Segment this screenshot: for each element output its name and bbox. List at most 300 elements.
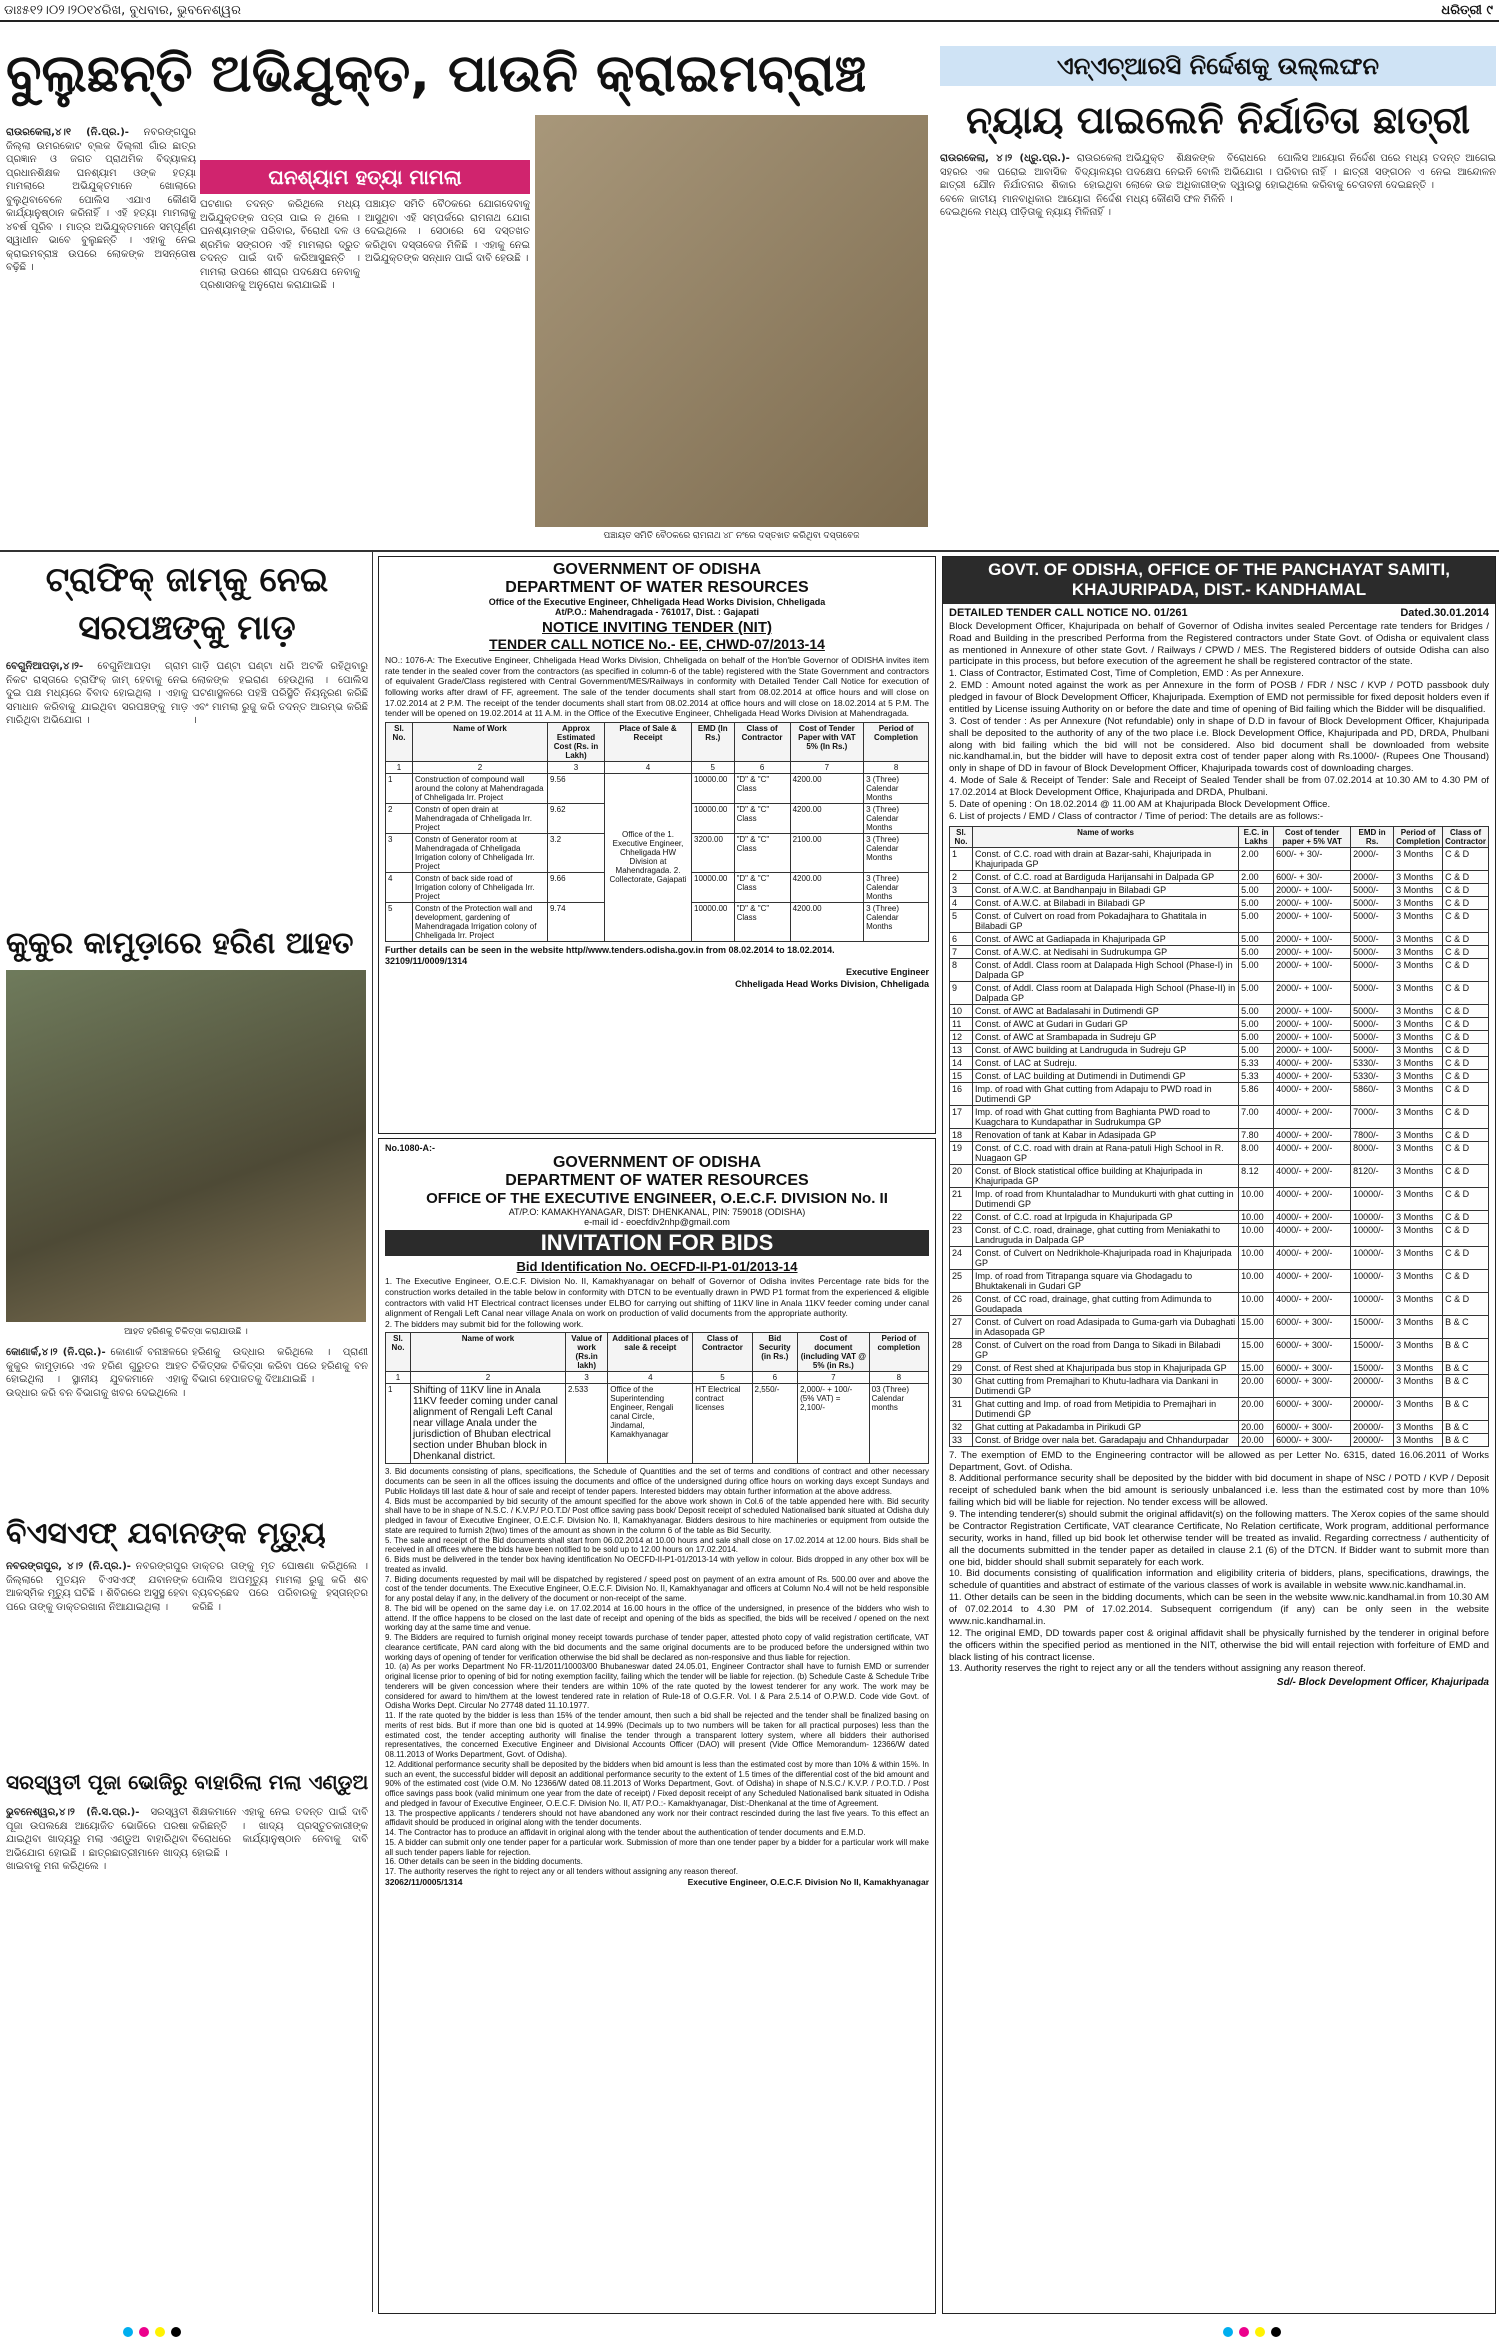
ad3-cell: Const. of A.W.C. at Nedisahi in Sudrukumpa GP xyxy=(973,945,1239,958)
ad3-cell: C & D xyxy=(1443,1043,1489,1056)
ad1-table xyxy=(385,722,929,942)
ad2-code: 32062/11/0005/1314 xyxy=(385,1876,463,1887)
story5-col2: ଡାକ୍ତର ତାଙ୍କୁ ମୃତ ଘୋଷଣା କରିଥିଲେ । ପୋଲିସ ଅପମୃତ୍ୟୁ ମାମଲା ରୁଜୁ କରି ଶବ ବ୍ୟବଚ୍ଛେଦ ପରେ ପରିବାରକୁ ହସ୍ତାନ୍ତର କରିଛି । xyxy=(192,1561,368,1613)
ad3-tail-item: 10. Bid documents consisting of qualification information and eligibility criteria of bidders, plans, specifications, drawings, the schedule of quantities and abstract of estimate of the various classes of work is available in website www.nic.kandhamal.in. xyxy=(949,1568,1489,1592)
ad2-term: 9. The Bidders are required to furnish original money receipt towards purchase of tender paper, attested photo copy of valid registration certificate, VAT clearance certificate, PAN card along with the bid documents and the same original documents are to be produced before the undersigned within two working days of opening of tender for verification otherwise the bid shall be declared as non-responsive and thus liable for rejection. xyxy=(385,1633,929,1662)
ad3-cell: Const. of C.C. road with drain at Bazar-sahi, Khajuripada in Khajuripada GP xyxy=(973,847,1239,870)
ad3-th: Class of Contractor xyxy=(1443,826,1489,847)
ad3-cell: 16 xyxy=(950,1082,973,1105)
ad1-cell: 3 (Three) Calendar Months xyxy=(864,872,929,902)
ad3-cell: 3 Months xyxy=(1394,945,1443,958)
ad3-cell: C & D xyxy=(1443,1082,1489,1105)
ad1-cell: 4200.00 xyxy=(790,803,864,833)
ad3-cell: C & D xyxy=(1443,1030,1489,1043)
ad3-cell: 7800/- xyxy=(1351,1128,1394,1141)
ad3-cell: 5.33 xyxy=(1239,1069,1274,1082)
ad2-term: 16. Other details can be seen in the bidding documents. xyxy=(385,1857,583,1867)
story3-col1 xyxy=(6,660,188,918)
table-row xyxy=(950,1361,1489,1374)
ad3-cell: 6000/- + 300/- xyxy=(1274,1338,1351,1361)
ad3-cell: 5.00 xyxy=(1239,909,1274,932)
ad3-cell: 11 xyxy=(950,1017,973,1030)
ad3-cell: C & D xyxy=(1443,1004,1489,1017)
ad3-cell: 5330/- xyxy=(1351,1069,1394,1082)
ad3-cell: 3 Months xyxy=(1394,896,1443,909)
ad2-signline xyxy=(385,1877,929,1888)
ad1-cell: 2100.00 xyxy=(790,833,864,872)
ad3-cell: 2000/- + 100/- xyxy=(1274,1004,1351,1017)
ad3-point: 4. Mode of Sale & Receipt of Tender: Sale and Receipt of Sealed Tender shall be from 07.02.2014 at 10.30 AM to 4.30 PM of 17.02.2014 at Block Development Office, Khajuripada and DRDA, Phulbani. xyxy=(949,775,1489,799)
story6-col1 xyxy=(6,1806,188,2314)
ad3-cell: 5.00 xyxy=(1239,1043,1274,1056)
ad3-cell: 15000/- xyxy=(1351,1315,1394,1338)
ad3-cell: 5.00 xyxy=(1239,945,1274,958)
ad2-th: Period of completion xyxy=(869,1333,928,1372)
ad3-tail-item: 13. Authority reserves the right to reject any or all the tenders without assigning any reason thereof. xyxy=(949,1663,1366,1675)
ad1-h4: At/P.O.: Mahendragada - 761017, Dist. : Gajapati xyxy=(555,607,759,617)
ad1-cell: 3.2 xyxy=(548,833,605,872)
ad1-cell: 3 (Three) Calendar Months xyxy=(864,773,929,803)
story4-col1 xyxy=(6,1346,188,1510)
story6-dateline: ଭୁବନେଶ୍ୱର,୪।୨ (ନି.ସ.ପ୍ର.)- xyxy=(6,1807,140,1818)
ad3-cell: 10000/- xyxy=(1351,1210,1394,1223)
ad3-cell: 5000/- xyxy=(1351,909,1394,932)
ad2-term: 5. The sale and receipt of the Bid documents shall start from 06.02.2014 at 10.00 hours and sale shall close on 17.02.2014 at 12.00 hours. Bids shall be received in all offices where the bids have been notified to be sold up to 12.00 hours on 17.02.2014. xyxy=(385,1535,929,1555)
story1-photo xyxy=(535,115,928,527)
ad3-cell: 17 xyxy=(950,1105,973,1128)
table-row xyxy=(950,1056,1489,1069)
ad3-cell: Const. of Culvert on road Adasipada to Guma-garh via Dubaghati in Adasopada GP xyxy=(973,1315,1239,1338)
ad3-cell: 10000/- xyxy=(1351,1246,1394,1269)
top-divider xyxy=(0,550,1499,552)
ad3-th: Cost of tender paper + 5% VAT xyxy=(1274,826,1351,847)
ad1-th: EMD (In Rs.) xyxy=(692,722,735,761)
ad2-th: Class of Contractor xyxy=(693,1333,752,1372)
ad3-cell: 20.00 xyxy=(1239,1433,1274,1446)
ad2-term: 10. (a) As per works Department No FR-11/2011/10003/00 Bhubaneswar dated 24.05.01, Engineer Contractor shall have to furnish EMD or surrender original license prior to opening of bid for noting exemption facility, failing which the tender will be liable for rejection. (b) Schedule Caste & Schedule Tribe tenderers will be given concession where their tenders are within 10% of the rate quoted by the lowest tenderer for any work. The work may be considered for award to him/them at the lowest tendered rate in relation of Rule-18 of O.G.F.R. Vol. I & Para 2.5.14 of O.P.W.D. Code vide Govt. of Odisha Works Dept. Circular No 27748 dated 11.10.1977. xyxy=(385,1662,929,1711)
table-row xyxy=(950,909,1489,932)
ad3-sign: Sd/- Block Development Officer, Khajuripada xyxy=(1276,1677,1489,1689)
ad3-cell: Imp. of road from Titrapanga square via Ghodagadu to Bhuktakenali in Gudari GP xyxy=(973,1269,1239,1292)
ad2-cell: HT Electrical contract licenses xyxy=(693,1384,752,1464)
ad3-cell: 7.00 xyxy=(1239,1105,1274,1128)
ad1-h5: NOTICE INVITING TENDER (NIT) xyxy=(542,619,772,636)
ad1-cell: Constn of the Protection wall and development, gardening of Mahendragada Irrigation colony of Chheligada Irr. Project xyxy=(413,902,548,941)
ad3-cell: 5000/- xyxy=(1351,1017,1394,1030)
ad3-cell: 9 xyxy=(950,981,973,1004)
story2-band: ଏନ୍‌ଏଚ୍‌ଆରସି ନିର୍ଦ୍ଦେଶକୁ ଉଲ୍ଲଙ୍ଘନ xyxy=(940,46,1496,86)
ad3-cell: 20000/- xyxy=(1351,1374,1394,1397)
ad2-p1: 1. The Executive Engineer, O.E.C.F. Division No. II, Kamakhyanagar on behalf of Governor of Odisha invites Percentage rate bids for the construction works detailed in the table below in conformity with DTCN to be eventually drawn in PWD P1 format from the experienced & eligible contractors with valid HT Electrical contract licenses under ELBO for carrying out shifting of 11KV line in Anala 11KV feeder coming under canal alignment of Rengali Left Canal near village Anala on work on production of valid documents from the appropriate authority. xyxy=(385,1276,929,1319)
ad3-tail-item: 11. Other details can be seen in the bidding documents, which can be seen in the website www.nic.kandhamal.in from 10.30 AM of 07.02.2014 to 4.30 PM of 17.02.2014. Subsequent corrigendum (if any) can be only seen in the website www.nic.kandhamal.in. xyxy=(949,1592,1489,1627)
ad3-cell: Const. of AWC at Gudari in Gudari GP xyxy=(973,1017,1239,1030)
ad3-cell: B & C xyxy=(1443,1338,1489,1361)
ad3-cell: 15.00 xyxy=(1239,1338,1274,1361)
ad3-cell: 5.00 xyxy=(1239,883,1274,896)
ad1-cell: Constn of open drain at Mahendragada of Chheligada Irr. Project xyxy=(413,803,548,833)
ad2-cell: 03 (Three) Calendar months xyxy=(869,1384,928,1464)
ad3-cell: 5.00 xyxy=(1239,1004,1274,1017)
ad3-cell: 3 Months xyxy=(1394,1164,1443,1187)
story3-dateline: ବେଗୁନିଆପଡ଼ା,୪।୨- xyxy=(6,661,84,672)
ad3-cell: 2000/- + 100/- xyxy=(1274,883,1351,896)
ad1-cell: "D" & "C" Class xyxy=(734,773,790,803)
ad3-th: Name of works xyxy=(973,826,1239,847)
ad1-code: 32109/11/0009/1314 xyxy=(385,956,468,966)
ad3-cell: Const. of Culvert on the road from Danga to Sikadi in Bilabadi GP xyxy=(973,1338,1239,1361)
story3-text: ବେଗୁନିଆପଡ଼ା ଗ୍ରାମ ନିକଟ ରାସ୍ତାରେ ଟ୍ରାଫିକ୍ ଜାମ୍ ହେବାକୁ ନେଇ ଦୁଇ ପକ୍ଷ ମଧ୍ୟରେ ବିବାଦ ହୋଇଥିଲା । ଏହାକୁ ସମାଧାନ କରିବାକୁ ଯାଇଥିବା ସରପଞ୍ଚଙ୍କୁ ମାଡ଼ ମାରିଥିବା ଅଭିଯୋଗ । xyxy=(6,661,188,726)
ad3-cell: 33 xyxy=(950,1433,973,1446)
ad3-cell: 20000/- xyxy=(1351,1433,1394,1446)
ad1-cell: 3 (Three) Calendar Months xyxy=(864,803,929,833)
story1-headline: ବୁଲୁଛନ୍ତି ଅଭିଯୁକ୍ତ, ପାଉନି କ୍ରାଇମବ୍ରାଞ୍ଚ xyxy=(6,44,867,104)
ad3-cell: Const. of Block statistical office building at Khajuripada in Khajuripada GP xyxy=(973,1164,1239,1187)
ad1-cell: 4200.00 xyxy=(790,902,864,941)
ad3-cell: 3 Months xyxy=(1394,1030,1443,1043)
ad2-colnum: 8 xyxy=(869,1372,928,1384)
ad2-table xyxy=(385,1332,929,1464)
ad1-cell: 10000.00 xyxy=(692,872,735,902)
ad3-th: Sl. No. xyxy=(950,826,973,847)
story1-col1 xyxy=(6,126,196,546)
ad1-cell: 4200.00 xyxy=(790,773,864,803)
ad3-cell: 5000/- xyxy=(1351,945,1394,958)
ad2-sign: Executive Engineer, O.E.C.F. Division No II, Kamakhyanagar xyxy=(687,1876,929,1887)
story6-headline: ସରସ୍ୱତୀ ପୂଜା ଭୋଜିରୁ ବାହାରିଲା ମଲା ଏଣ୍ଡୁଅ xyxy=(6,1770,368,1794)
ad3-cell: 2000/- + 100/- xyxy=(1274,1030,1351,1043)
ad3-intro: Block Development Officer, Khajuripada on behalf of Governor of Odisha invites sealed Percentage rate tenders for Bridges / Road and Building in the prescribed Performa from the Registered contractors under State Govt. of Odisha or equivalent class as mentioned in Annexure of other state Govt. / Railways / CPWD / MES. The Registered bidders of outside Odisha can also participate in this process, but before execution of the agreement he shall be registered contractor of the state. xyxy=(949,620,1489,668)
ad3-cell: 3 Months xyxy=(1394,1269,1443,1292)
masthead-date: ଡାଃ୫୧୨।୦୨।୨୦୧୪ରିଖ, ବୁଧବାର, ଭୁବନେଶ୍ୱର xyxy=(4,3,241,18)
ad1-cell: "D" & "C" Class xyxy=(734,803,790,833)
ad3-dated: Dated.30.01.2014 xyxy=(1400,606,1489,619)
ad2-colnum: 5 xyxy=(693,1372,752,1384)
table-row xyxy=(950,1433,1489,1446)
ad3-cell: 6000/- + 300/- xyxy=(1274,1315,1351,1338)
ad3-cell: 600/- + 30/- xyxy=(1274,847,1351,870)
ad3-cell: 600/- + 30/- xyxy=(1274,870,1351,883)
ad1-colnum: 5 xyxy=(692,761,735,773)
ad3-cell: 3 Months xyxy=(1394,909,1443,932)
ad3-cell: C & D xyxy=(1443,945,1489,958)
ad1-cell: 9.66 xyxy=(548,872,605,902)
ad1-th: Place of Sale & Receipt xyxy=(605,722,692,761)
ad1-cell: 9.74 xyxy=(548,902,605,941)
ad3-cell: C & D xyxy=(1443,958,1489,981)
ad1-th: Name of Work xyxy=(413,722,548,761)
ad3-cell: 6000/- + 300/- xyxy=(1274,1361,1351,1374)
ad1-cell: "D" & "C" Class xyxy=(734,833,790,872)
ad3-cell: 3 Months xyxy=(1394,1338,1443,1361)
ad3-cell: Imp. of road with Ghat cutting from Adapaju to PWD road in Dutimendi GP xyxy=(973,1082,1239,1105)
ad3-cell: 5860/- xyxy=(1351,1082,1394,1105)
ad3-cell: 4000/- + 200/- xyxy=(1274,1105,1351,1128)
ad2-term: 17. The authority reserves the right to reject any or all tenders without assigning any reason thereof. xyxy=(385,1867,738,1877)
ad3-cell: Const. of Bridge over nala bet. Garadapaju and Chhandurpadar xyxy=(973,1433,1239,1446)
ad3-cell: 6000/- + 300/- xyxy=(1274,1374,1351,1397)
ad3-cell: C & D xyxy=(1443,847,1489,870)
ad3-cell: 4000/- + 200/- xyxy=(1274,1056,1351,1069)
ad2-colnum: 4 xyxy=(608,1372,693,1384)
table-row xyxy=(950,870,1489,883)
story4-col2: ହରିଣକୁ ଉଦ୍ଧାର କରିଥିଲେ । ପ୍ରାଣୀ ଚିକିତ୍ସକ ଚିକିତ୍ସା କରିବା ପରେ ହରିଣକୁ ବନ ବିଭାଗ ହେପାଜତକୁ ଦିଆଯାଇଛି । xyxy=(192,1347,368,1385)
ad3-cell: 15.00 xyxy=(1239,1315,1274,1338)
ad3-cell: 3 Months xyxy=(1394,1292,1443,1315)
ad3-cell: 5000/- xyxy=(1351,1004,1394,1017)
ad3-cell: 3 Months xyxy=(1394,1420,1443,1433)
ad3-cell: 10000/- xyxy=(1351,1292,1394,1315)
ad3-cell: 3 Months xyxy=(1394,883,1443,896)
ad3-cell: 5.00 xyxy=(1239,958,1274,981)
story1-photo-caption: ପଞ୍ଚାୟତ ସମିତି ବୈଠକରେ ରାମନାଥ ୪୮ ନଂରେ ଦସ୍ତଖତ କରିଥିବା ଦସ୍ତାବେଜ xyxy=(603,530,860,540)
table-row xyxy=(386,1384,929,1464)
ad1-colnum: 1 xyxy=(386,761,413,773)
ad1-th: Cost of Tender Paper with VAT 5% (In Rs.) xyxy=(790,722,864,761)
ad3-cell: 4000/- + 200/- xyxy=(1274,1187,1351,1210)
story1-text: ନବରଙ୍ଗପୁର ଜିଲ୍ଲା ଉମରକୋଟ ବ୍ଲକ ଦିଲ୍ଲୀ ଗାଁର ଛାତ୍ର ପ୍ରଜ୍ଞାନ ଓ ଜଗତ ପ୍ରାଥମିକ ବିଦ୍ୟାଳୟ ପ୍ରଧାନଶିକ୍ଷକ ଘନଶ୍ୟାମ ଓଙ୍କ ହତ୍ୟା ମାମଲାରେ ଅଭିଯୁକ୍ତମାନେ ଖୋଲାରେ ବୁଲୁଥିବାବେଳେ ପୋଲିସ ଏଯାଏ କୌଣସି କାର୍ଯ୍ୟାନୁଷ୍ଠାନ କରିନାହିଁ । ଏହି ହତ୍ୟା ମାମଲାକୁ ୪ବର୍ଷ ପୂରିବ । ମାତ୍ର ଅଭିଯୁକ୍ତମାନେ ସମ୍ପୂର୍ଣ୍ଣ ସ୍ୱାଧୀନ ଭାବେ ବୁଲୁଛନ୍ତି । ଏହାକୁ ନେଇ କ୍ରାଇମବ୍ରାଞ୍ଚ ଉପରେ ଲୋକଙ୍କ ଅସନ୍ତୋଷ ବଢ଼ିଛି । xyxy=(6,127,196,273)
ad1-sign1: Executive Engineer xyxy=(845,967,929,978)
table-row xyxy=(950,1292,1489,1315)
ad3-cell: C & D xyxy=(1443,1069,1489,1082)
ad2-term: 11. If the rate quoted by the bidder is less than 15% of the tender amount, then such a bid shall be rejected and the tender shall be finalized basing on merits of rest bids. But if more than one bid is quoted at 14.99% (Decimals up to two numbers will be taken for all practical purposes) less than the estimated cost, the tender accepting authority will finalise the tender through a transparent lottery system, where all bidders their authorised representatives, the concerned Executive Engineer and Divisional Accounts Officer (DAO) will present (Vide Office Memorandum- 12366/W dated 08.11.2013 of Works Department, Govt. of Odisha). xyxy=(385,1711,929,1760)
ad1-cell: 5 xyxy=(386,902,413,941)
ad3-cell: 21 xyxy=(950,1187,973,1210)
ad2-term: 3. Bid documents consisting of plans, specifications, the Schedule of Quantities and the set of terms and conditions of contract and other necessary documents can be seen in all the offices issuing the documents and office of the undersigned during office hours on working days except Sundays and Public Holidays till last date & hour of sale and receipt of tender papers. Interested bidders may obtain further information at the above address. xyxy=(385,1467,929,1496)
ad3-cell: 3 Months xyxy=(1394,847,1443,870)
ad1-cell: 10000.00 xyxy=(692,803,735,833)
ad1-cell: 3 (Three) Calendar Months xyxy=(864,833,929,872)
ad2-term: 7. Biding documents requested by mail will be dispatched by registered / speed post on payment of an extra amount of Rs. 500.00 over and above the cost of the tender documents. The Executive Engineer, O.E.C.F. Division No. II, Kamakhyanagar and officers at Column No.4 will not be held responsible for any postal delay if any, in the delivery of the document or non-receipt of the same. xyxy=(385,1574,929,1604)
ad3-cell: Const. of AWC at Srambapada in Sudreju GP xyxy=(973,1030,1239,1043)
table-row xyxy=(950,1246,1489,1269)
ad3-cell: 14 xyxy=(950,1056,973,1069)
ad3-cell: 5000/- xyxy=(1351,932,1394,945)
table-row xyxy=(950,896,1489,909)
ad3-cell: 4 xyxy=(950,896,973,909)
ad1-cell: 9.62 xyxy=(548,803,605,833)
ad3-cell: 5.00 xyxy=(1239,896,1274,909)
ad3-cell: 4000/- + 200/- xyxy=(1274,1128,1351,1141)
ad1-footer: Further details can be seen in the website http//www.tenders.odisha.gov.in from 08.02.2014 to 18.02.2014. xyxy=(385,944,835,955)
ad1-cell: "D" & "C" Class xyxy=(734,872,790,902)
ad1-cell: 3200.00 xyxy=(692,833,735,872)
ad3-cell: C & D xyxy=(1443,1056,1489,1069)
ad3-point: 2. EMD : Amount noted against the work as per Annexure in the form of POSB / FDR / NSC / KVP / POTD passbook duly pledged in favour of Block Development Officer, Khajuripada. Exemption of EMD not permissible for fixed deposit holders even if entitled by License issuing Authority on or before the date and time of opening of Bid failing which the Bidder will be disqualified. xyxy=(949,680,1489,715)
table-row xyxy=(950,1128,1489,1141)
ad1-cell: Constn of Generator room at Mahendragada of Chheligada Irrigation colony of Chheligada Irr. Project xyxy=(413,833,548,872)
table-row xyxy=(950,1397,1489,1420)
ad3-cell: Const. of Addl. Class room at Dalapada High School (Phase-I) in Dalpada GP xyxy=(973,958,1239,981)
ad3-cell: 3 Months xyxy=(1394,1017,1443,1030)
story2-col2: ଅଭିଯୁକ୍ତ ଶିକ୍ଷକଙ୍କ ବିରୋଧରେ ପୋଲିସ ପଦକ୍ଷେପ ନେଇନି ବୋଲି ଅଭିଯୋଗ । ପରିବାର ଲୋକେ ଉଚ୍ଚ ଅଧିକାରୀଙ୍କ ଦ୍ୱାରସ୍ଥ ହୋଇଥିଲେ ମଧ୍ୟ କୌଣସି ଫଳ ମିଳିନି । xyxy=(1126,153,1308,205)
ad3-point: 3. Cost of tender : As per Annexure (Not refundable) only in shape of D.D in favour of Block Development Officer, Khajuripada shall be deposited to the authority of any of the two place i.e. Block Development Office, Khajuripada and PD, DRDA, Phulbani along with bid failing which the bid will not be considered. Also bid document shall be downloaded from website nic.kandhamal.in, but the bidder will have to deposit extra cost of tender paper along with Rs.1000/- (Rupees One Thousand) only in shape of DD in favour of Block Development Officer, Khajuripada towards cost of downloading charges. xyxy=(949,715,1489,775)
ad3-cell: 4000/- + 200/- xyxy=(1274,1223,1351,1246)
story1-subhead: ଘନଶ୍ୟାମ ହତ୍ୟା ମାମଲା xyxy=(200,160,530,194)
ad3-cell: 32 xyxy=(950,1420,973,1433)
ad1-cell: 3 (Three) Calendar Months xyxy=(864,902,929,941)
ad3-cell: 10.00 xyxy=(1239,1210,1274,1223)
ad3-cell: 30 xyxy=(950,1374,973,1397)
ad3-cell: C & D xyxy=(1443,1128,1489,1141)
story2-text: ରାଉରକେଲା ସହରର ଏକ ଘରୋଇ ଆବାସିକ ବିଦ୍ୟାଳୟର ଛାତ୍ରୀ ଯୌନ ନିର୍ଯାତନାର ଶିକାର ହୋଇଥିବା ବେଳେ ଜାତୀୟ ମାନବାଧିକାର ଆୟୋଗ ନିର୍ଦ୍ଦେଶ ଦେଇଥିଲେ ମଧ୍ୟ ପୀଡ଼ିତାକୁ ନ୍ୟାୟ ମିଳିନାହିଁ । xyxy=(940,153,1122,218)
ad3-cell: C & D xyxy=(1443,1246,1489,1269)
ad3-cell: 10.00 xyxy=(1239,1269,1274,1292)
ad1-colnum: 2 xyxy=(413,761,548,773)
ad2-cell: 2.533 xyxy=(566,1384,608,1464)
story5-col1 xyxy=(6,1560,188,1760)
story1-dateline: ରାଉରକେଲା,୪।୧ (ନି.ପ୍ର.)- xyxy=(6,127,129,138)
ad3-cell: 10.00 xyxy=(1239,1223,1274,1246)
ad3-cell: C & D xyxy=(1443,1187,1489,1210)
ad3-cell: 15000/- xyxy=(1351,1361,1394,1374)
ad3-cell: 7.80 xyxy=(1239,1128,1274,1141)
table-row xyxy=(950,1420,1489,1433)
ad3-cell: Const. of C.C. road at Irpiguda in Khajuripada GP xyxy=(973,1210,1239,1223)
story5-headline: ବିଏସଏଫ୍ ଯବାନଙ୍କ ମୃତ୍ୟୁ xyxy=(6,1516,326,1551)
ad1-colnum: 7 xyxy=(790,761,864,773)
ad2-term: 12. Additional performance security shall be deposited by the bidders when bid amount is less than the estimated cost by more than 10% & within 15%. In such an event, the successful bidder will deposit an additional performance security to the extent of 1.5 times of the differential cost of the bid amount and 90% of the estimated cost (vide O.M. No 12366/W dated 08.11.2013 of Works Department, Govt. of Odisha) in shape of N.S.C./ K.V.P. / P.O.T.D. / Post office savings pass book (valid minimum one year from the date of receipt) / Fixed deposit receipt of any Scheduled Nationalised bank situated in Odisha and pledged in favour of Executive Engineer, O.E.C.F. Division No. II, AT/ P.O.:- Kamakhyanagar, Dist:-Dhenkanal at the time of Agreement. xyxy=(385,1759,929,1808)
ad3-cell: 2000/- + 100/- xyxy=(1274,981,1351,1004)
ad3-cell: 25 xyxy=(950,1269,973,1292)
ad3-cell: 3 Months xyxy=(1394,1361,1443,1374)
table-row xyxy=(950,1315,1489,1338)
ad3-cell: 15000/- xyxy=(1351,1338,1394,1361)
ad3-cell: C & D xyxy=(1443,1292,1489,1315)
ad3-cell: 3 Months xyxy=(1394,1246,1443,1269)
ad2-term: 4. Bids must be accompanied by bid security of the amount specified for the above work shown in Col.6 of the table appended here with. Bid security shall have to be in shape of N.S.C. / K.V.P./ P.O.T.D/ Post office saving pass book/ Deposit receipt of scheduled Nationalised bank situated at Odisha duly pledged in favour of Executive Engineer, O.E.C.F. Division No. II, Kamakhyanagar. Bidders desirous to hire machineries or equipment from outside the state are required to furnish 2(two) times of the amount as shown in the column 6 of the table as Bid Security. xyxy=(385,1496,929,1535)
ad2-cell: 2,000/- + 100/- (5% VAT) = 2,100/- xyxy=(798,1384,870,1464)
ad3-cell: 5000/- xyxy=(1351,981,1394,1004)
ad3-cell: 3 Months xyxy=(1394,1043,1443,1056)
ad3-cell: 2000/- + 100/- xyxy=(1274,958,1351,981)
ad3-cell: 4000/- + 200/- xyxy=(1274,1141,1351,1164)
ad3-cell: Const. of Addl. Class room at Dalapada High School (Phase-II) in Dalpada GP xyxy=(973,981,1239,1004)
ad1-th: Class of Contractor xyxy=(734,722,790,761)
ad3-cell: 27 xyxy=(950,1315,973,1338)
ad3-tail-item: 7. The exemption of EMD to the Engineering contractor will be allowed as per Letter No. 6315, dated 16.06.2011 of Works Department, Govt. of Odisha. xyxy=(949,1449,1489,1473)
ad3-cell: 5000/- xyxy=(1351,958,1394,981)
ad3-th: EMD in Rs. xyxy=(1351,826,1394,847)
ad3-cell: 2000/- + 100/- xyxy=(1274,896,1351,909)
ad3-cell: Ghat cutting at Pakadamba in Pirikudi GP xyxy=(973,1420,1239,1433)
masthead xyxy=(0,0,1499,22)
ad2-term: 6. Bids must be delivered in the tender box having identification No OECFD-II-P1-01/2013-14 with yellow in colour. Bids dropped in any other box will be treated as invalid. xyxy=(385,1555,929,1574)
table-row xyxy=(950,1004,1489,1017)
ad1-tender-notice xyxy=(378,556,936,1134)
ad2-term: 14. The Contractor has to produce an affidavit in original along with the tender about the authentication of tender documents and E.M.D. xyxy=(385,1828,866,1838)
ad2-h2: DEPARTMENT OF WATER RESOURCES xyxy=(505,1172,809,1190)
ad2-colnum: 1 xyxy=(386,1372,411,1384)
ad3-cell: 3 Months xyxy=(1394,1128,1443,1141)
ad1-cell: 4 xyxy=(386,872,413,902)
ad3-cell: 3 Months xyxy=(1394,932,1443,945)
ad2-term: 13. The prospective applicants / tenderers should not have abandoned any work nor their contract rescinded during the last five years. To this effect an affidavit should be produced in original along with the tender documents. xyxy=(385,1808,929,1828)
ad3-cell: C & D xyxy=(1443,932,1489,945)
ad3-cell: 2000/- + 100/- xyxy=(1274,945,1351,958)
table-row xyxy=(950,1105,1489,1128)
ad3-cell: C & D xyxy=(1443,1017,1489,1030)
ad3-cell: 10000/- xyxy=(1351,1187,1394,1210)
ad3-cell: 10000/- xyxy=(1351,1269,1394,1292)
ad3-cell: 3 Months xyxy=(1394,1210,1443,1223)
ad3-cell: 3 xyxy=(950,883,973,896)
ad3-cell: C & D xyxy=(1443,1105,1489,1128)
ad1-cell: 3 xyxy=(386,833,413,872)
ad3-cell: 5.33 xyxy=(1239,1056,1274,1069)
ad3-cell: Imp. of road from Khuntaladhar to Mundukurti with ghat cutting in Dutimendi GP xyxy=(973,1187,1239,1210)
ad3-cell: 3 Months xyxy=(1394,958,1443,981)
ad3-cell: Const. of A.W.C. at Bandhanpaju in Bilabadi GP xyxy=(973,883,1239,896)
ad2-h5: e-mail id - eoecfdiv2nhp@gmail.com xyxy=(584,1217,730,1228)
ad3-cell: C & D xyxy=(1443,1210,1489,1223)
ad3-cell: 15.00 xyxy=(1239,1361,1274,1374)
ad2-cell: 1 xyxy=(386,1384,411,1464)
story6-text: ସରସ୍ୱତୀ ପୂଜା ଉପଲକ୍ଷେ ଆୟୋଜିତ ଭୋଜିରେ ପରଷା ଯାଇଥିବା ଖାଦ୍ୟରୁ ମଲା ଏଣ୍ଡୁଅ ବାହାରିଥିବା ଅଭିଯୋଗ ହୋଇଛି । ଛାତ୍ରଛାତ୍ରୀମାନେ ଖାଦ୍ୟ ଖାଇବାକୁ ମନା କରିଥିଲେ । xyxy=(6,1807,188,1872)
ad3-cell: 10 xyxy=(950,1004,973,1017)
story2-headline: ନ୍ୟାୟ ପାଇଲେନି ନିର୍ଯାତିତା ଛାତ୍ରୀ xyxy=(965,98,1470,142)
ad3-cell: 1 xyxy=(950,847,973,870)
ad3-cell: Const. of AWC building at Landruguda in Sudreju GP xyxy=(973,1043,1239,1056)
table-row xyxy=(950,1338,1489,1361)
ad2-th: Name of work xyxy=(411,1333,566,1372)
ad3-cell: B & C xyxy=(1443,1374,1489,1397)
ad3-cell: Const. of Rest shed at Khajuripada bus stop in Khajuripada GP xyxy=(973,1361,1239,1374)
ad3-cell: B & C xyxy=(1443,1397,1489,1420)
story2-dateline: ରାଉରକେଲା, ୪।୨ (ଧ୍ରୁ.ପ୍ର.)- xyxy=(940,153,1070,164)
ad3-cell: C & D xyxy=(1443,1269,1489,1292)
ad3-cell: C & D xyxy=(1443,909,1489,932)
ad3-cell: 5.86 xyxy=(1239,1082,1274,1105)
ad3-notice-line xyxy=(949,607,1489,619)
ad3-cell: 5.00 xyxy=(1239,981,1274,1004)
ad3-cell: 20.00 xyxy=(1239,1397,1274,1420)
ad3-cell: 20 xyxy=(950,1164,973,1187)
ad1-cell: Constn of back side road of Irrigation colony of Chheligada Irr. Project xyxy=(413,872,548,902)
ad3-cell: C & D xyxy=(1443,870,1489,883)
ad1-th: Period of Completion xyxy=(864,722,929,761)
ad3-cell: Const. of CC road, drainage, ghat cutting from Adimunda to Goudapada xyxy=(973,1292,1239,1315)
ad3-cell: 8 xyxy=(950,958,973,981)
table-row xyxy=(950,1223,1489,1246)
ad3-cell: 4000/- + 200/- xyxy=(1274,1210,1351,1223)
ad3-cell: 5330/- xyxy=(1351,1056,1394,1069)
ad3-cell: 10.00 xyxy=(1239,1246,1274,1269)
print-registration-marks xyxy=(0,2316,1499,2339)
ad3-cell: 3 Months xyxy=(1394,1069,1443,1082)
ad2-colnum: 2 xyxy=(411,1372,566,1384)
ad3-cell: 3 Months xyxy=(1394,1433,1443,1446)
ad1-cell: 10000.00 xyxy=(692,773,735,803)
ad3-cell: 2 xyxy=(950,870,973,883)
table-row xyxy=(950,1164,1489,1187)
ad2-title: INVITATION FOR BIDS xyxy=(385,1230,929,1256)
ad3-cell: 12 xyxy=(950,1030,973,1043)
ad3-cell: 3 Months xyxy=(1394,1397,1443,1420)
story4-photo-caption: ଆହତ ହରିଣକୁ ଚିକିତ୍ସା କରାଯାଉଛି । xyxy=(124,1326,248,1336)
ad3-cell: 5000/- xyxy=(1351,896,1394,909)
ad3-tail-item: 12. The original EMD, DD towards paper cost & original affidavit shall be physically furnished by the tenderer in original before the officers within the specified period as mentioned in the NIT, otherwise the bid will entail rejection with forfeiture of EMD and black listing of his contract license. xyxy=(949,1627,1489,1663)
ad1-cell: 4200.00 xyxy=(790,872,864,902)
ad3-cell: C & D xyxy=(1443,896,1489,909)
ad3-title: GOVT. OF ODISHA, OFFICE OF THE PANCHAYAT SAMITI, KHAJURIPADA, DIST.- KANDHAMAL xyxy=(943,557,1495,604)
story2-col3: ଆୟୋଗ ନିର୍ଦ୍ଦେଶ ପରେ ମଧ୍ୟ ତଦନ୍ତ ଆଗେଇ ନାହିଁ । ଛାତ୍ରୀ ସଙ୍ଗଠନ ଏ ନେଇ ଆନ୍ଦୋଳନ କରିବାକୁ ଚେତାବନୀ ଦେଇଛନ୍ତି । xyxy=(1312,153,1496,191)
ad3-cell: 3 Months xyxy=(1394,1374,1443,1397)
ad3-cell: 3 Months xyxy=(1394,1315,1443,1338)
ad3-cell: Const. of Culvert on road from Pokadajhara to Ghatitala in Bilabadi GP xyxy=(973,909,1239,932)
ad3-cell: 15 xyxy=(950,1069,973,1082)
story2-col1 xyxy=(940,152,1122,546)
ad2-colnum: 6 xyxy=(752,1372,798,1384)
